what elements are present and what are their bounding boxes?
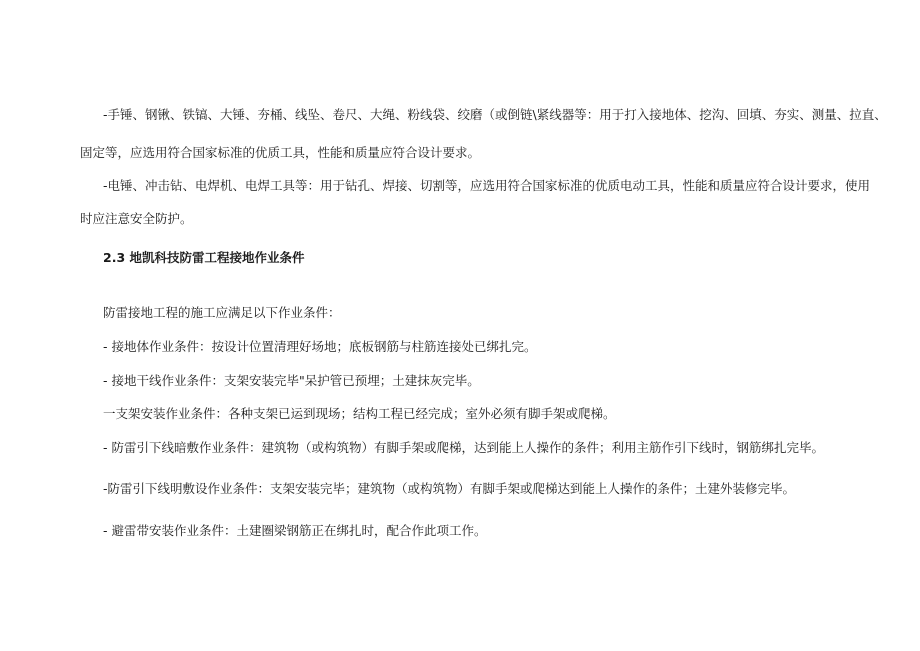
section-heading: 2.3 地凯科技防雷工程接地作业条件 bbox=[103, 250, 305, 265]
condition-item-grounding-body: - 接地体作业条件：按设计位置清理好场地；底板钢筋与柱筋连接处已绑扎完。 bbox=[103, 339, 537, 354]
power-tools-paragraph-line-2: 时应注意安全防护。 bbox=[80, 211, 193, 226]
condition-item-lightning-belt: - 避雷带安装作业条件：土建圈梁钢筋正在绑扎时，配合作此项工作。 bbox=[103, 523, 487, 538]
tools-paragraph-line-2: 固定等，应选用符合国家标准的优质工具，性能和质量应符合设计要求。 bbox=[80, 145, 481, 160]
condition-item-concealed-downconductor: - 防雷引下线暗敷作业条件：建筑物（或构筑物）有脚手架或爬梯，达到能上人操作的条件；利用主筋作引下线时，钢筋绑扎完毕。 bbox=[103, 440, 824, 455]
condition-item-bracket-installation: 一支架安装作业条件：各种支架已运到现场；结构工程已经完成；室外必须有脚手架或爬梯。 bbox=[103, 406, 616, 421]
power-tools-paragraph-line-1: -电锤、冲击钻、电焊机、电焊工具等：用于钻孔、焊接、切割等，应选用符合国家标准的优质电动工具，性能和质量应符合设计要求，使用 bbox=[103, 178, 871, 193]
condition-item-exposed-downconductor: -防雷引下线明敷设作业条件：支架安装完毕；建筑物（或构筑物）有脚手架或爬梯达到能上人操作的条件；土建外装修完毕。 bbox=[103, 481, 796, 496]
condition-item-grounding-trunk: - 接地干线作业条件：支架安装完毕"呆护管已预埋；土建抹灰完毕。 bbox=[103, 373, 480, 388]
tools-paragraph-line-1: -手锤、钢锹、铁镐、大锤、夯桶、线坠、卷尺、大绳、粉线袋、绞磨（或倒链\紧线器等：用于打入接地体、挖沟、回填、夯实、测量、拉直、 bbox=[103, 107, 887, 122]
section-intro: 防雷接地工程的施工应满足以下作业条件： bbox=[103, 305, 341, 320]
